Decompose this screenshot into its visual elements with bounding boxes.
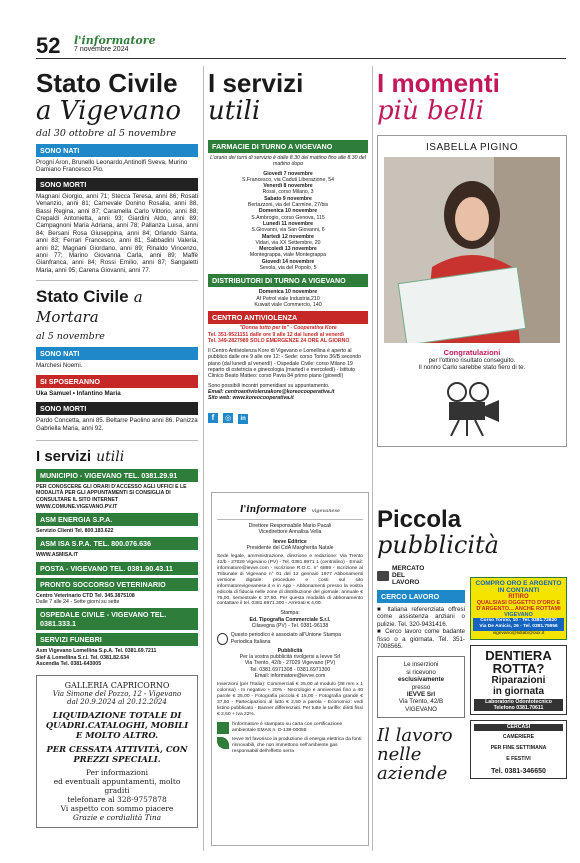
- mortara-title: [36, 287, 198, 326]
- usp-logo-icon: [217, 633, 228, 645]
- face: [455, 197, 489, 241]
- dent-line2: ROTTA?: [492, 660, 545, 676]
- funebri-header: SERVIZI FUNEBRI: [36, 633, 198, 646]
- farmacie-list: [208, 171, 368, 272]
- schedule-line: Giovedì 14 novembre: [261, 258, 315, 265]
- colophon-brand-name: l'informatore: [240, 505, 307, 515]
- tariffe: Inserzioni (per l'Italia): Commerciali € 25,00 al modulo (38 mm x 1 colonna) - In negativo + 20% - Necrologie e anniversari fino a 40 parole € 25,00 - Fotografia piccola € 15,00 - Fotografia grande € 37,50 - Partecipazioni al lutto € 2,50 a parola - Economici: vedi listino pubblicato - Banner differenziati. Per tutte le tariffe: diritti fissi € 2,50 + Iva 22%.: [217, 682, 363, 717]
- ospedale-header: OSPEDALE CIVILE - VIGEVANO TEL. 0381.333.1: [36, 608, 198, 630]
- asmisa-header: ASM ISA S.P.A. TEL. 800.076.636: [36, 537, 198, 550]
- schedule-line: Sabato 9 novembre: [264, 195, 312, 202]
- emas-logo-icon: [217, 722, 229, 734]
- pronto-text2: Dalle 7 alle 24 - Sette giorni su sette: [36, 598, 120, 605]
- ins-line: IEVVE Srl: [406, 691, 436, 699]
- compro-addr: Via De Amicis, 26 - Tel. 0381.75956: [473, 624, 564, 630]
- galleria-info3: telefonare al 328-9757878: [67, 795, 167, 805]
- antiviolenza-header: CENTRO ANTIVIOLENZA: [208, 311, 368, 324]
- momenti-title: I momenti: [377, 68, 500, 98]
- nati-text: Progni Aron, Brunello Leonardo,Antinolfi Sveva, Murino Damiano Francesco Pio.: [36, 159, 188, 174]
- vicedirettore: Vicedirettore Annalisa Vella: [258, 529, 322, 536]
- tripod: [451, 420, 483, 436]
- antiviolenza-text2: Sono possibili incontri pomeridiani su appuntamento.: [208, 382, 330, 389]
- galleria-info4: Vi aspetto con sommo piacere: [60, 804, 174, 814]
- linkedin-icon[interactable]: in: [238, 414, 248, 424]
- column-rule: [372, 66, 373, 851]
- stampa-name: Ed. Tipografia Commerciale S.r.l.: [249, 616, 331, 623]
- piccola-subtitle: pubblicità: [377, 531, 499, 559]
- ad-1-text: Italiana referenziata offresi come assistenza anziani o pulizie. Tel. 320-9431416.: [377, 606, 465, 628]
- ins-line: Via Trento, 42/B: [398, 698, 444, 706]
- dent-line4: in giornata: [492, 685, 545, 697]
- col-momenti: [377, 62, 567, 502]
- m-morti-header: SONO MORTI: [36, 402, 198, 415]
- galleria-info5: Grazie e cordialità Tina: [72, 813, 162, 823]
- piccola-title: Piccola: [377, 507, 462, 533]
- galleria-dates: dal 20.9.2024 al 20.12.2024: [67, 698, 167, 707]
- ins-line: Le inserzioni: [403, 661, 439, 669]
- cerco-header: CERCO LAVORO: [377, 590, 465, 603]
- inserzioni-box: [377, 656, 465, 718]
- portrait-photo: [384, 157, 560, 343]
- funebri-line: Sief & Lomellina S.r.l. Tel. 0381.82.634: [36, 654, 130, 661]
- antiviolenza-text: Il Centro Antiviolenza Kore di Vigevano e Lomellina è aperto al pubblico dalle ore 9 alle ore 12: - Sede: corso Torino 36/B secondo piano (dal lunedì al venerdì) - Ospedale Civile: corso Milano 19 reparto di ostetricia e ginecologia (martedì e mercoledì) - Istituto Clinico Beato Matteo: corso Pavia 84 primo piano (giovedì): [208, 348, 362, 380]
- galleria-name: GALLERIA CAPRICORNO: [64, 681, 170, 691]
- page-number: 52: [36, 33, 61, 58]
- stato-civile-title: Stato Civile: [36, 68, 178, 98]
- servizi-subtitle: utili: [208, 96, 261, 126]
- morti-header: SONO MORTI: [36, 178, 198, 191]
- m-nati-header: SONO NATI: [36, 347, 198, 360]
- cameriere: CAMERIERE: [502, 733, 535, 740]
- lavoro-line: nelle: [377, 744, 422, 766]
- facebook-icon[interactable]: f: [208, 413, 218, 423]
- issue-date: 7 novembre 2024: [74, 46, 129, 53]
- briefcase-icon: [377, 571, 389, 581]
- morti-text: Magnani Giorgio, anni 71; Stecca Teresa, anni 86; Rosati Venanzio, anni 81; Carnevale Donino Rosalia, anni 88, Bassi Regina, anni 87; Caramella Carlo Vittorio, anni 88; Crepaldi Antonietta, anni 93; Giardini Aldo, anni 89; Campagnoni Maria Adriana, anni 78; Pallanza Luisa, anni 84; Bersani Rosa Giuseppina, anni 84; Orlando Santa, anni 83; Ferrari Francesco, anni 81; Sabbadini Valeria, anni 82; Magnani Giordano, anni 89; Rinaldo Vincenzo, anni 77; Marino Giovanna Carla, anni 89; Maffè Gianfranca, anni 84; Rossi Emilio, anni 87; Sangaletti Maria, anni 95; Carena Giovanni, anni 77.: [36, 192, 198, 274]
- schedule-line: S.Giovanni, via San Giovanni, 6: [251, 227, 325, 234]
- galleria-info1: Per informazioni: [86, 768, 148, 778]
- pubblicita-line: Email: informatore@ievve.com: [254, 673, 326, 680]
- mercato-row: [377, 565, 465, 586]
- caption-line1: per l'ottimo risultato conseguito.: [428, 357, 516, 364]
- compro-ritiro: RITIRO: [508, 594, 529, 600]
- col-servizi: [208, 62, 368, 482]
- page-header: [36, 33, 566, 57]
- divider: [36, 280, 198, 281]
- galleria-ad: [36, 675, 198, 828]
- municipio-header: MUNICIPIO - VIGEVANO TEL. 0381.29.91: [36, 469, 198, 482]
- galleria-info2: ed eventuali appuntamenti, molto graditi: [53, 777, 181, 796]
- direttore: Direttore Responsabile Mario Pacali: [248, 523, 332, 529]
- antiviolenza-tel2: Tel. 349-2827989 SOLO EMERGENZE 24 ORE AL GIORNO: [208, 337, 350, 344]
- momenti-subtitle: più belli: [377, 96, 484, 126]
- distributori-list: [208, 289, 368, 308]
- camera-lens: [485, 400, 499, 422]
- ad-2-text: Cerco lavoro come badante fisso o a giornata. Tel. 351-7008565.: [377, 628, 465, 651]
- farmacie-header: FARMACIE DI TURNO A VIGEVANO: [208, 140, 368, 153]
- reel-right: [470, 383, 488, 401]
- dent-line3: Riparazioni: [491, 674, 546, 686]
- pubblicita-line: Via Trento, 42/b - 27029 Vigevano (PV): [244, 660, 336, 667]
- schedule-line: Bertazzoni, via del Carmine, 27/bis: [247, 202, 329, 209]
- schedule-line: Martedì 12 novembre: [262, 233, 314, 240]
- schedule-line: Vidari, via XX Settembre, 20: [255, 239, 321, 246]
- galleria-offer2: PER CESSATA ATTIVITÀ, CON PREZZI SPECIALI.: [46, 744, 188, 765]
- municipio-text: PER CONOSCERE GLI ORARI D'ACCESSO AGLI UFFICI E LE MODALITÀ PER GLI APPUNTAMENTI SI CONSIGLIA DI CONSULTARE IL SITO INTERNET: [36, 483, 187, 503]
- sede-legale: Sede legale, amministrazione, direzione e redazione: Via Trento 42/b - 27029 Vigevano (PV) - Tel. 0381.6971 1 (centralino) - Email: informatore@ievve.com - Iscrizione R.O.C. n° 6869 - Iscrizione al Tribunale di Vigevano n° 01 del 12 gennaio 1977 Abbonamenti versione digitale: procedure e costi sul sito informatorevigevanese.it e in App - Abbonamenti presso la vostra edicola di fiducia nelle zone di distribuzione del giornale: annuale € 75,00, semestrale € 37,50. Per questa modalità di abbonamento contattare il tel. 0381.6971.300 - Arretrati € 4,00.: [217, 554, 363, 607]
- caption-line2: Il nonno Carlo sarebbe stato fiero di te.: [418, 364, 526, 372]
- column-rule: [203, 66, 204, 851]
- dentiera-ad: [470, 645, 567, 716]
- m-nati-text: Marchesi Noemi.: [36, 362, 83, 370]
- dent-phone: Telefono 0381.70611: [474, 705, 563, 711]
- leaf-icon: [217, 737, 229, 749]
- distributori-header: DISTRIBUTORI DI TURNO A VIGEVANO: [208, 274, 368, 287]
- stampa-place: Cilavegna (PV) - Tel. 0381-96138: [251, 622, 329, 629]
- schedule-line: Domenica 10 novembre: [258, 208, 318, 215]
- m-spos-header: SI SPOSERANNO: [36, 375, 198, 388]
- schedule-line: Kuwait viale Commercio, 140: [254, 301, 322, 308]
- cameriere-line: PER FINE SETTIMANA: [490, 745, 547, 752]
- piccola-left: [377, 565, 465, 783]
- ad-2: ■ Cerco lavoro come badante fisso o a giornata. Tel. 351-7008565.: [377, 628, 465, 651]
- funebri-line: Asm Vigevano Lomellina S.p.A. Tel. 0381.69.7211: [36, 648, 157, 655]
- ins-line: VIGEVANO: [405, 705, 437, 713]
- pubblicita-line: Tel. 0381.6971308 - 0381.6971300: [249, 666, 331, 673]
- servizi-title-b: utili: [96, 448, 125, 465]
- lavoro-title: [377, 726, 465, 783]
- dent-line1: DENTIERA: [485, 647, 552, 663]
- film-camera-icon: [437, 380, 507, 436]
- usp-text: Questo periodico è associato all'Unione Stampa Periodica Italiana: [230, 632, 342, 645]
- compro-title: COMPRO ORO E ARGENTO IN CONTANTI: [475, 580, 562, 594]
- mortara-title-b: a Mortara: [36, 288, 143, 327]
- piccola-pubblicita: [377, 507, 567, 847]
- schedule-line: S.Ambrogio, corso Genova, 115: [251, 214, 325, 221]
- schedule-line: Af Petrol viale Industria,210: [256, 295, 320, 302]
- caption-title: Congratulazioni: [443, 348, 501, 357]
- municipio-url[interactable]: WWW.COMUNE.VIGEVANO.PV.IT: [36, 503, 118, 510]
- photo-name: ISABELLA PIGINO: [426, 142, 518, 153]
- antiviolenza-email[interactable]: Email: centroantiviolenzakore@koreocooperativa.it: [208, 388, 335, 395]
- usp-row: [217, 632, 363, 645]
- divider: [217, 519, 363, 520]
- reel-left: [448, 383, 466, 401]
- camera-body: [449, 402, 485, 420]
- farmacie-intro: L'orario dei turni di servizio è dalle 8.30 del mattino fino alle 8.30 del mattino dopo: [210, 155, 366, 168]
- energia-text: Ievve Srl favorisce la produzione di energia elettrica da fonti rinnovabili, che non immettono nell'ambiente gas responsabili dell'effetto serra: [232, 736, 362, 754]
- servizi-title-a: I servizi: [36, 447, 92, 465]
- compro-city: VIGEVANO: [504, 612, 533, 618]
- stampa-label: Stampa:: [280, 610, 300, 617]
- schedule-line: Lunedì 11 novembre: [262, 220, 314, 227]
- energia-row: [217, 737, 363, 755]
- ins-line: esclusivamente: [397, 676, 445, 684]
- header-rule: [36, 58, 566, 59]
- colophon-brand: [217, 497, 363, 516]
- antiviolenza-sub: "Donna tutto per te" - Cooperativa Kore: [239, 325, 337, 332]
- schedule-line: Montegrappa, viale Montegrappa: [249, 252, 327, 259]
- cert-text: l'informatore è stampato su carta con certificazione ambientale EMAS n. D-138-00059: [232, 721, 343, 733]
- editrice: Ievve Editrice: [273, 538, 307, 545]
- galleria-offer1: LIQUIDAZIONE TOTALE DI QUADRI.CATALOGHI, MOBILI E MOLTO ALTRO.: [45, 710, 189, 741]
- schedule-line: Rossi, corso Milano, 3: [262, 189, 314, 196]
- pronto-text1: Centro Veterinario CTD Tel. 345.3875108: [36, 592, 135, 599]
- compro-email: vigevano@lidiab@oux.it: [492, 630, 545, 636]
- galleria-addr: Via Simone del Pozzo, 12 - Vigevano: [52, 690, 182, 699]
- schedule-line: Venerdì 8 novembre: [263, 183, 313, 190]
- ins-line: si ricevono: [406, 668, 436, 676]
- cercasi-ad: [470, 720, 567, 778]
- schedule-line: Giovedì 7 novembre: [263, 170, 313, 177]
- mercato-label: MERCATO DEL LAVORO: [392, 565, 425, 586]
- m-morti-text: Pardo Concetta, anni 85. Beltarre Paolino anni 86. Panizza Gabriella Maria, anni 92.: [36, 417, 198, 432]
- divider: [36, 440, 198, 441]
- piccola-right: [470, 577, 567, 779]
- mortara-date: al 5 novembre: [36, 331, 105, 343]
- colophon: [211, 492, 369, 846]
- lavoro-line: aziende: [377, 763, 448, 785]
- cameriere-tel: Tel. 0381-346650: [491, 767, 546, 775]
- servizi-title-small: [36, 446, 198, 465]
- antiviolenza-tel1: Tel. 351-9521151 dalle ore 9 alle 12 dal lunedì al venerdì: [208, 331, 345, 338]
- social-icons: [208, 405, 368, 424]
- servizi-title: I servizi: [208, 68, 304, 98]
- brand-logo: l'informatore: [74, 34, 156, 47]
- nati-header: SONO NATI: [36, 144, 198, 157]
- schedule-line: Mercoledì 13 novembre: [259, 246, 317, 253]
- momenti-card: [377, 135, 567, 447]
- pubblicita-label: Pubblicità: [277, 647, 303, 654]
- presidente: Presidente del CdA Margherita Natale: [246, 544, 334, 551]
- m-spos-text: Uka Samuel • Infantino Maria: [36, 389, 121, 397]
- pronto-header: PRONTO SOCCORSO VETERINARIO: [36, 578, 198, 591]
- compro-oro-ad: [470, 577, 567, 640]
- mortara-title-a: Stato Civile: [36, 287, 129, 307]
- schedule-line: S.Francesco, via Caduti Liberazione, 54: [242, 176, 334, 183]
- stato-civile-subtitle: a Vigevano: [36, 96, 182, 126]
- asm-header: ASM ENERGIA S.P.A.: [36, 513, 198, 526]
- colophon-brand-sub: vigevanese: [311, 508, 340, 514]
- schedule-line: Sevola, via del Popolo, 5: [259, 265, 317, 272]
- antiviolenza-site[interactable]: Sito web: www.koreocooperativa.it: [208, 395, 294, 402]
- funebri-line: Ascendia Tel. 0381-643005: [36, 660, 102, 667]
- dent-lab: Laboratorio Odontotecnico: [474, 699, 563, 705]
- posta-header: POSTA - VIGEVANO TEL. 0381.90.43.11: [36, 562, 198, 575]
- col-stato-civile: [36, 62, 198, 857]
- asm-text: Servizio Clienti Tel. 800.183.622: [36, 528, 114, 535]
- asmisa-url[interactable]: WWW.ASMISA.IT: [36, 552, 79, 559]
- cercasi-label: CERCASI: [474, 724, 563, 730]
- compro-addr: Corso Torino, 10 - Tel. 0381.72620: [473, 618, 564, 624]
- instagram-icon[interactable]: ◎: [225, 413, 232, 422]
- stato-civile-dates: dal 30 ottobre al 5 novembre: [36, 128, 177, 139]
- cameriere-line: E FESTIVI: [506, 756, 531, 763]
- lavoro-line: Il lavoro: [377, 725, 453, 747]
- cert-row: [217, 722, 363, 734]
- pubblicita-line: Per la vostra pubblicità rivolgersi a Ievve Srl: [239, 654, 341, 661]
- compro-q: QUALSIASI OGGETTO D'ORO E D'ARGENTO... ANCHE ROTTAMI: [476, 600, 561, 612]
- ins-line: presso: [411, 683, 431, 691]
- schedule-line: Domenica 10 novembre: [258, 289, 318, 296]
- ad-1: ■ Italiana referenziata offresi come assistenza anziani o pulizie. Tel. 320-9431416.: [377, 606, 465, 628]
